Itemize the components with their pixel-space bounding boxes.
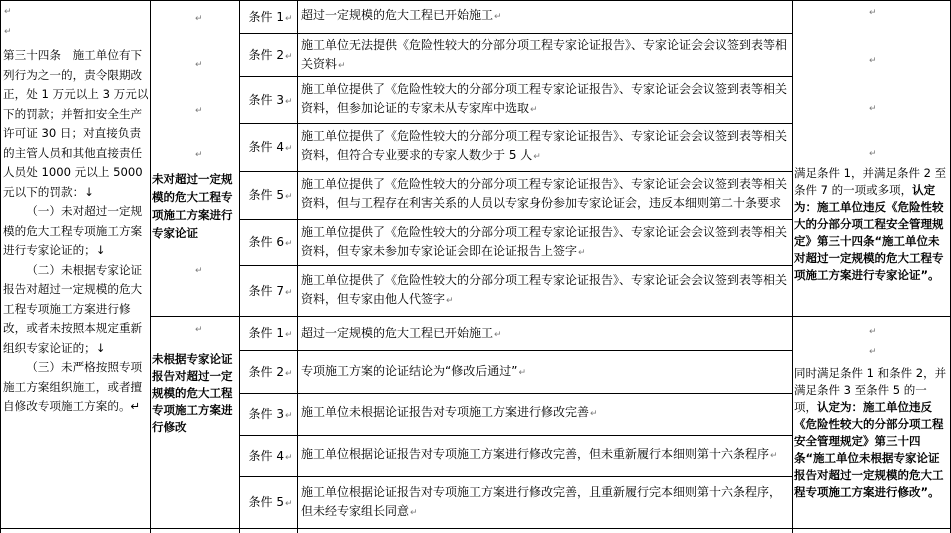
condition-text: 施工单位根据论证报告对专项施工方案进行修改完善，且重新履行完本细则第十六条程序，但未经专家组长同意↵ — [301, 485, 782, 518]
condition-label: 条件 4↵ — [248, 449, 293, 463]
condition-text: 施工单位根据论证报告对专项施工方案进行修改完善，但未重新履行本细则第十六条程序↵ — [301, 447, 778, 461]
paragraph-mark: ↵ — [869, 104, 877, 114]
condition-label: 条件 2↵ — [248, 48, 293, 62]
group-title: 未对超过一定规模的危大工程专项施工方案进行专家论证 — [152, 172, 233, 240]
border-line — [239, 476, 792, 477]
group-2-title-cell — [152, 317, 238, 528]
paragraph-mark: ↵ — [869, 327, 877, 337]
condition-text: 超过一定规模的危大工程已开始施工↵ — [301, 326, 502, 340]
condition-text: 施工单位提供了《危险性较大的分部分项工程专家论证报告》、专家论证会会议签到表等相关资料，但专家由他人代签字↵ — [301, 273, 788, 306]
result-text — [794, 365, 948, 501]
paragraph-mark: ↵ — [869, 56, 877, 66]
result-text — [794, 165, 948, 284]
paragraph-mark: ↵ — [4, 7, 12, 17]
paragraph-mark: ↵ — [195, 14, 203, 24]
result-conditions: 满足条件 1，并满足条件 2 至条件 7 的一项或多项， — [794, 166, 947, 197]
border-line — [150, 0, 151, 533]
border-line — [239, 393, 792, 394]
condition-text: 施工单位提供了《危险性较大的分部分项工程专家论证报告》、专家论证会会议签到表等相关资料，但专家未参加专家论证会即在论证报告上签字↵ — [301, 225, 788, 258]
condition-text: 专项施工方案的论证结论为“修改后通过”↵ — [301, 364, 526, 378]
group-1-title-cell — [152, 0, 238, 316]
result-conclusion: 认定为：施工单位违反《危险性较大的分部分项工程安全管理规定》第三十四条“施工单位未根据专家论证报告对超过一定规模的危大工程专项施工方案进行修改”。 — [794, 400, 944, 499]
result-conclusion: 认定为：施工单位违反《危险性较大的分部分项工程安全管理规定》第三十四条“施工单位未对超过一定规模的危大工程专项施工方案进行专家论证”。 — [794, 183, 944, 282]
group-2-result-cell — [794, 317, 949, 528]
condition-label: 条件 1↵ — [248, 10, 293, 24]
group-1-result-cell — [794, 0, 949, 316]
article-item-1: （一）未对超过一定规模的危大工程专项施工方案进行专家论证的；↓ — [3, 204, 143, 257]
group-title: 未根据专家论证报告对超过一定规模的危大工程专项施工方案进行修改 — [152, 352, 233, 434]
border-line — [239, 265, 792, 266]
paragraph-mark: ↵ — [195, 60, 203, 70]
condition-label: 条件 4↵ — [248, 140, 293, 154]
condition-label: 条件 5↵ — [248, 495, 293, 509]
paragraph-mark: ↵ — [869, 149, 877, 159]
condition-label: 条件 7↵ — [248, 284, 293, 298]
condition-text: 施工单位提供了《危险性较大的分部分项工程专家论证报告》、专家论证会会议签到表等相关资料，但参加论证的专家未从专家库中选取↵ — [301, 82, 788, 115]
paragraph-mark: ↵ — [869, 347, 877, 357]
paragraph-mark: ↵ — [4, 26, 12, 37]
border-line — [792, 0, 793, 533]
border-line — [0, 0, 1, 533]
condition-text: 施工单位提供了《危险性较大的分部分项工程专家论证报告》、专家论证会会议签到表等相关资料，但与工程存在利害关系的人员以专家身份参加专家论证会，违反本细则第二十条要求 — [301, 177, 788, 210]
paragraph-mark: ↵ — [195, 325, 203, 335]
border-line — [239, 219, 792, 220]
paragraph-mark: ↵ — [195, 150, 203, 160]
border-line — [239, 350, 792, 351]
condition-text: 施工单位未根据论证报告对专项施工方案进行修改完善↵ — [301, 405, 598, 419]
article-cell — [3, 3, 149, 417]
result-conditions: 同时满足条件 1 和条件 2，并满足条件 3 至条件 5 的一项， — [794, 366, 947, 414]
paragraph-mark: ↵ — [195, 106, 203, 116]
condition-label: 条件 3↵ — [248, 93, 293, 107]
condition-text: 施工单位提供了《危险性较大的分部分项工程专家论证报告》、专家论证会会议签到表等相关资料，但符合专业要求的专家人数少于 5 人↵ — [301, 129, 788, 162]
border-line — [239, 33, 792, 34]
paragraph-mark: ↵ — [869, 8, 877, 18]
condition-label: 条件 6↵ — [248, 235, 293, 249]
border-line — [239, 171, 792, 172]
article-item-2: （二）未根据专家论证报告对超过一定规模的危大工程专项施工方案进行修改，或者未按照本规定重新组织专家论证的；↓ — [3, 262, 143, 355]
condition-label: 条件 3↵ — [248, 407, 293, 421]
condition-label: 条件 2↵ — [248, 365, 293, 379]
condition-label: 条件 1↵ — [248, 326, 293, 340]
condition-label: 条件 5↵ — [248, 188, 293, 202]
article-intro: 第三十四条 施工单位有下列行为之一的，责令限期改正，处 1 万元以上 3 万元以下的罚款；并暂扣安全生产许可证 30 日；对直接负责的主管人员和其他直接责任人员处 1000 元以上 5000 元以下的罚款：↓ — [3, 48, 149, 199]
paragraph-mark: ↵ — [195, 266, 203, 276]
border-line — [239, 123, 792, 124]
condition-text: 超过一定规模的危大工程已开始施工↵ — [301, 8, 502, 22]
condition-text: 施工单位无法提供《危险性较大的分部分项工程专家论证报告》、专家论证会会议签到表等相关资料↵ — [301, 38, 788, 71]
border-line — [239, 435, 792, 436]
border-line — [0, 528, 951, 529]
article-item-3: （三）未严格按照专项施工方案组织施工，或者擅自修改专项施工方案的。↵ — [3, 360, 143, 413]
border-line — [239, 76, 792, 77]
